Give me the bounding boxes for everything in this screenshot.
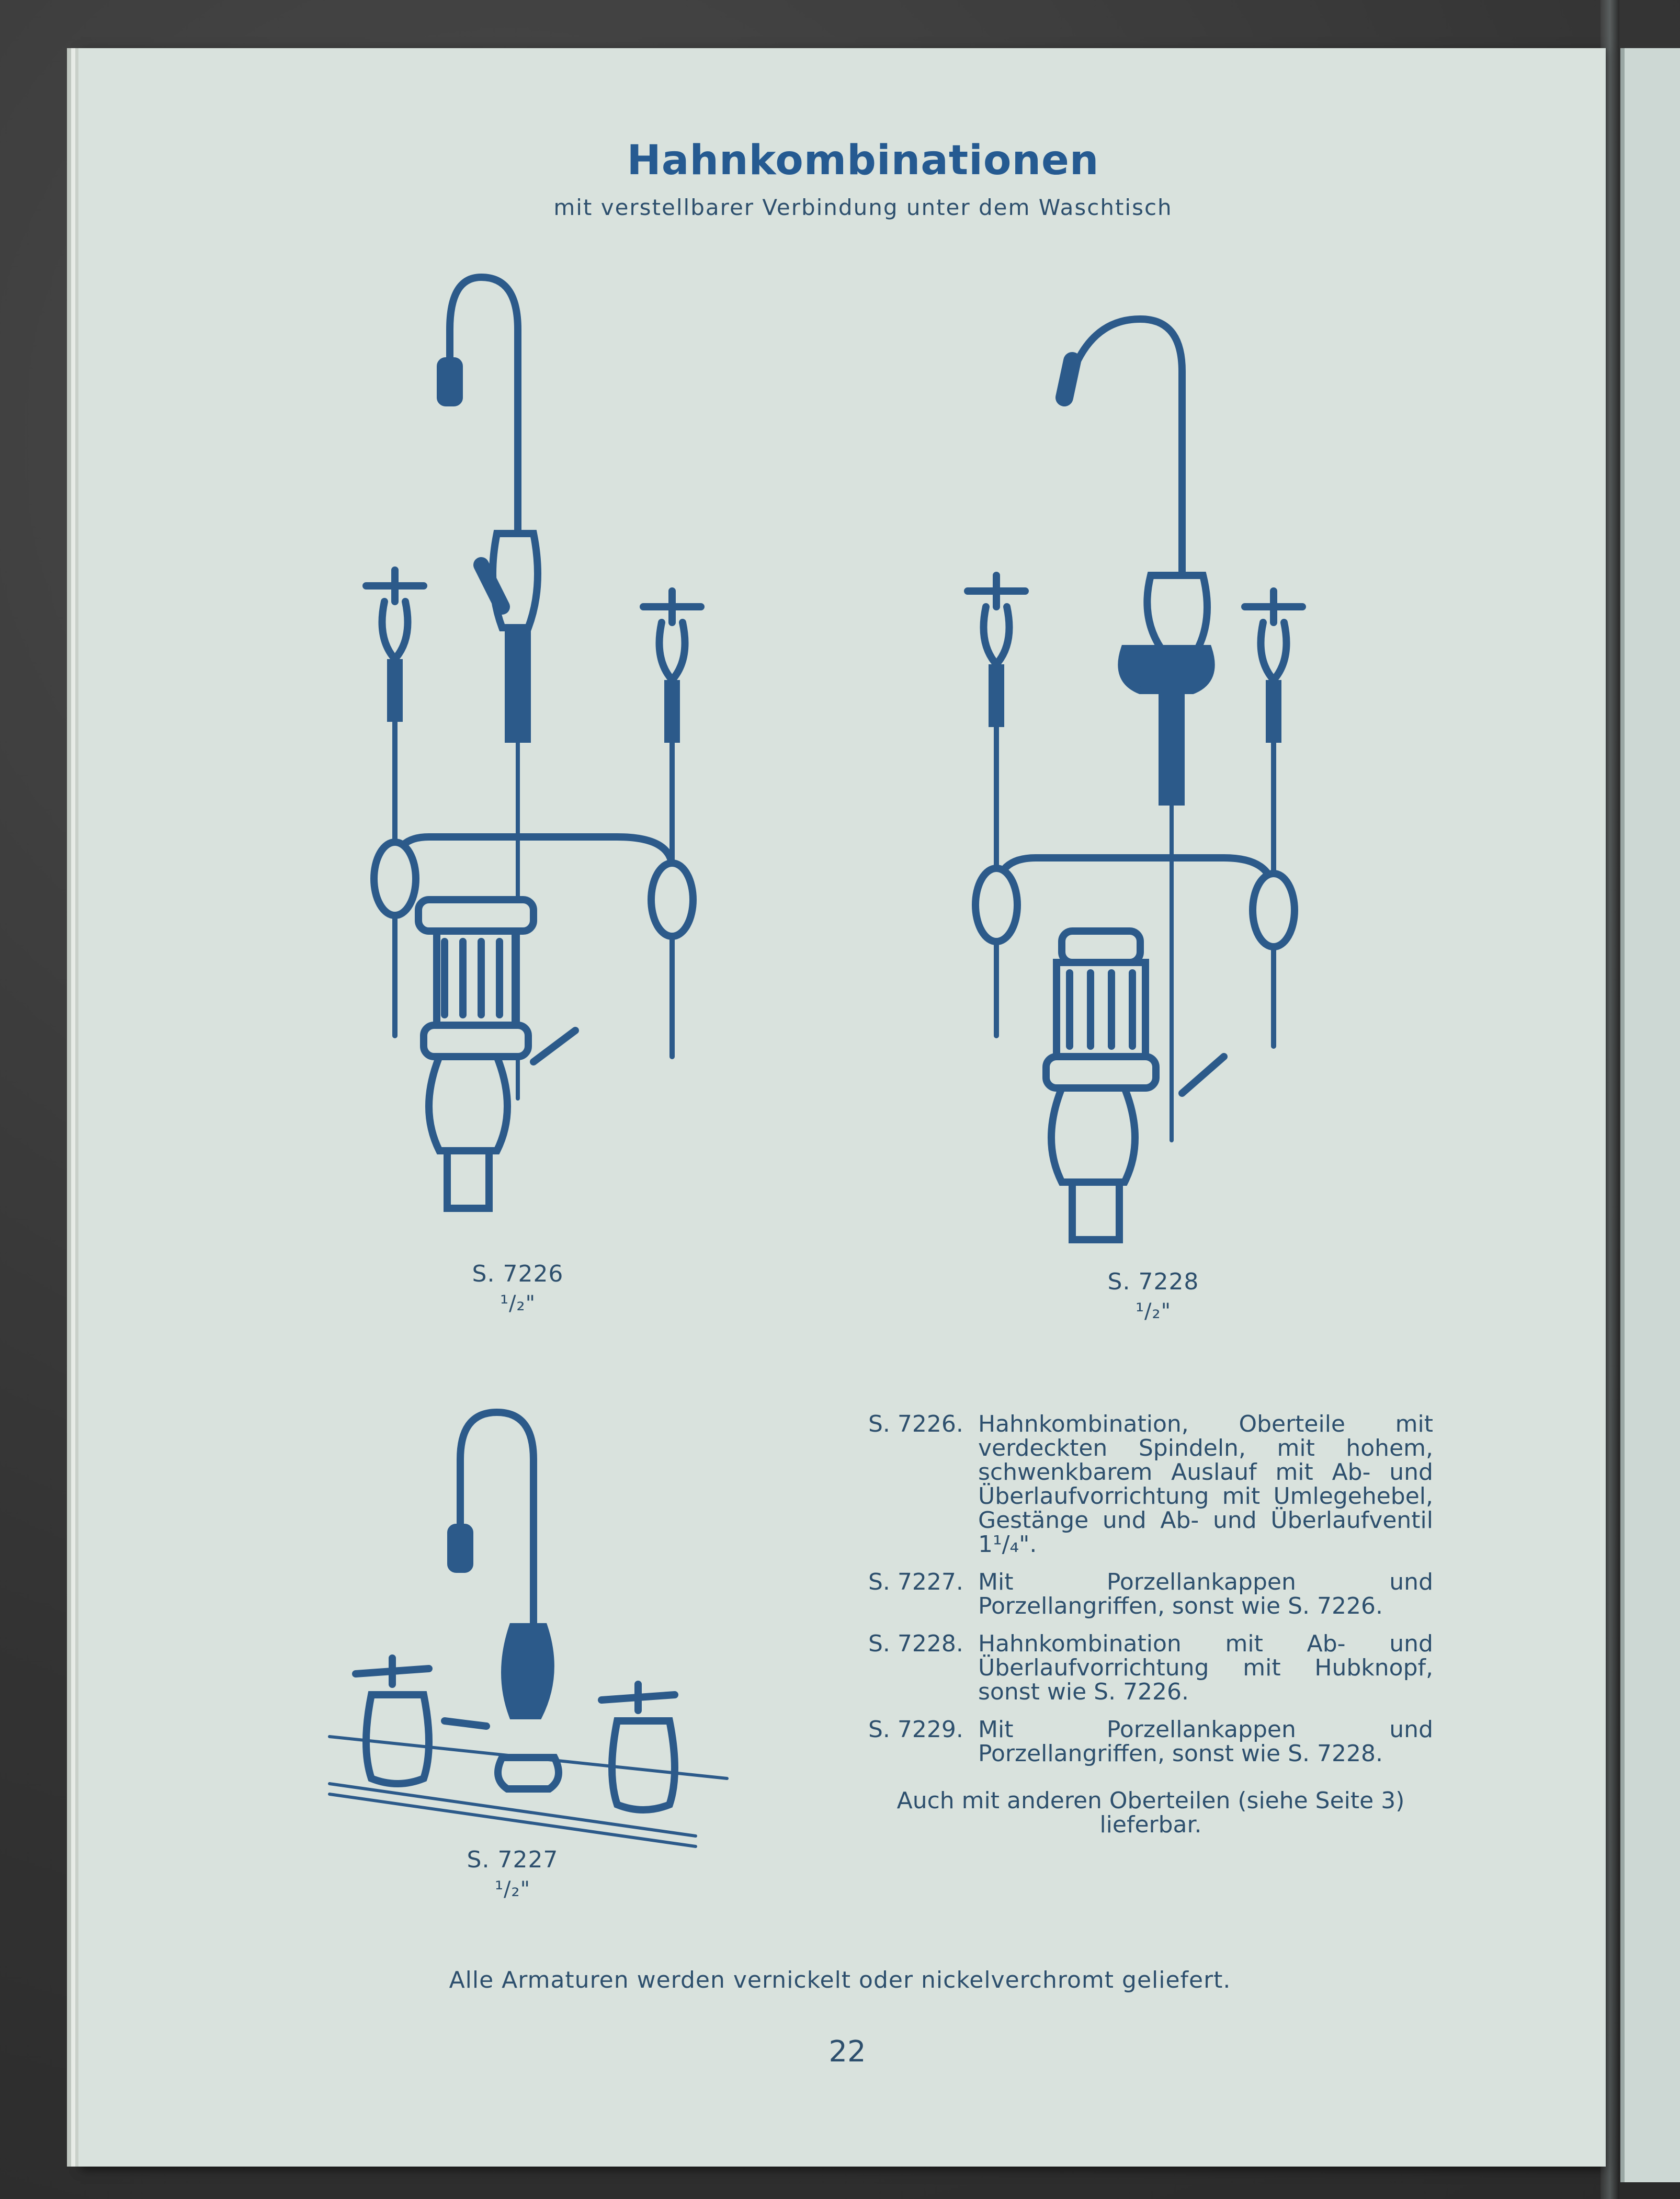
catalog-page <box>78 48 1606 2167</box>
description-text: Hahnkombination mit Ab- und Überlaufvorrichtung mit Hubknopf, sonst wie S. 7226. <box>978 1630 1433 1705</box>
figure-caption-7228 <box>1080 1268 1227 1323</box>
description-text: Mit Porzellankappen und Porzellangriffen, sonst wie S. 7226. <box>978 1569 1433 1619</box>
scanner-glass-edge <box>1600 0 1619 2199</box>
product-descriptions <box>868 1412 1433 1837</box>
facing-page-edge <box>1620 48 1680 2182</box>
figure-size: ¹/₂" <box>1136 1299 1171 1323</box>
description-7226 <box>868 1412 1433 1557</box>
faucet-combination-7226-illustration <box>324 262 722 1255</box>
page-number: 22 <box>828 2035 866 2069</box>
faucet-combination-7227-illustration <box>314 1402 743 1862</box>
description-7229 <box>868 1718 1433 1766</box>
figure-code: S. 7226 <box>472 1261 564 1287</box>
footer-note: Alle Armaturen werden vernickelt oder nickelverchromt geliefert. <box>449 1967 1231 1993</box>
page-subtitle: mit verstellbarer Verbindung unter dem Waschtisch <box>553 195 1173 220</box>
figure-size: ¹/₂" <box>495 1877 530 1901</box>
page-title: Hahnkombinationen <box>627 137 1099 184</box>
description-code: S. 7228. <box>868 1630 963 1657</box>
description-code: S. 7227. <box>868 1569 963 1595</box>
description-7227 <box>868 1570 1433 1618</box>
description-code: S. 7226. <box>868 1411 963 1437</box>
figure-caption-7226 <box>445 1261 591 1316</box>
description-7228 <box>868 1632 1433 1704</box>
description-text: Hahnkombination, Oberteile mit verdeckten Spindeln, mit hohem, schwenkbarem Auslauf mit Ab- und Überlaufvorrichtung mit Umlegehebel, Gestänge und Ab- und Überlaufventil 1¹/₄". <box>978 1411 1433 1558</box>
figure-caption-7227 <box>439 1846 586 1901</box>
figure-code: S. 7228 <box>1107 1268 1199 1295</box>
figure-code: S. 7227 <box>467 1846 559 1873</box>
description-text: Mit Porzellankappen und Porzellangriffen, sonst wie S. 7228. <box>978 1716 1433 1767</box>
description-code: S. 7229. <box>868 1716 963 1743</box>
figure-size: ¹/₂" <box>500 1291 536 1316</box>
availability-note: Auch mit anderen Oberteilen (siehe Seite 3) lieferbar. <box>896 1787 1405 1838</box>
faucet-combination-7228-illustration <box>952 293 1370 1261</box>
